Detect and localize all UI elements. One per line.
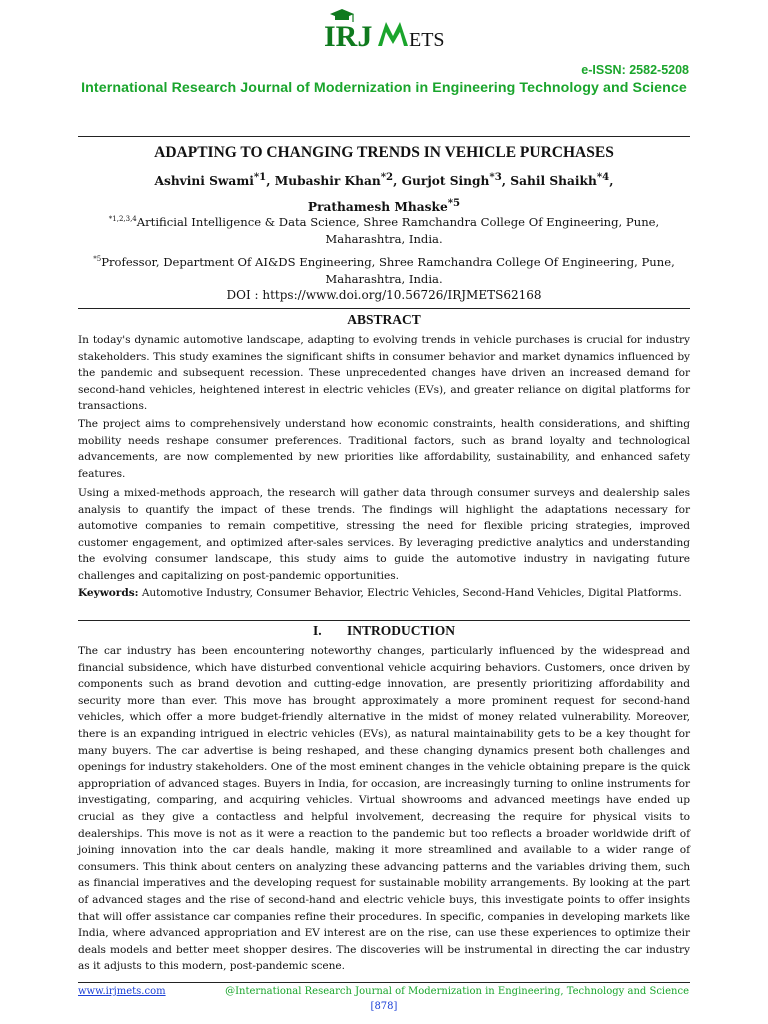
author-name: Ashvini Swami$^{*1}$, (154, 171, 275, 189)
eissn-label: e-ISSN: 2582-5208 (581, 63, 689, 77)
journal-title: International Research Journal of Modernization in Engineering Technology and Science (81, 80, 687, 96)
abstract-paragraph-3: Using a mixed-methods approach, the research will gather data through consumer surveys and dealership sales analysis to quantify the impact of these trends. The findings will highlight the adaptations necessary for automotive companies to remain competitive, stressing the need for flexible pricing strategies, improved customer engagement, and optimized after-sales services. By leveraging predictive analytics and understanding the evolving consumer landscape, this study aims to guide the automotive industry in navigating future challenges and capitalizing on post-pandemic opportunities. (78, 487, 690, 582)
title-rule (78, 308, 690, 309)
website-link[interactable]: www.irjmets.com (78, 986, 166, 997)
logo-text-right: ETS (409, 29, 445, 51)
introduction-heading: I. INTRODUCTION (312, 623, 456, 638)
page-number: [878] (370, 1001, 398, 1012)
logo-text-left: IRJ (324, 20, 373, 52)
header-rule (78, 136, 690, 137)
logo-m-icon (378, 22, 408, 46)
keywords (78, 585, 690, 602)
abstract-heading: ABSTRACT (347, 312, 421, 327)
footer-copyright: @International Research Journal of Modernization in Engineering, Technology and Science (225, 986, 689, 997)
journal-logo (320, 6, 450, 52)
author-name: Prathamesh Mhaske$^{*5}$ (307, 197, 461, 215)
footer-rule (78, 982, 690, 983)
author-name: Mubashir Khan$^{*2}$, (274, 171, 402, 189)
affiliation-2: $^{*5}$Professor, Department Of AI&DS Engineering, Shree Ramchandra College Of Engineering, Pune, Maharashtra, India. (93, 254, 675, 286)
paper-title: ADAPTING TO CHANGING TRENDS IN VEHICLE PURCHASES (154, 144, 614, 161)
abstract-paragraph-2: The project aims to comprehensively understand how economic constraints, health considerations, and shifting mobility needs reshape consumer preferences. Traditional factors, such as brand loyalty and technological advancements, are now complemented by new priorities like affordability, sustainability, and enhanced safety features. (78, 418, 690, 480)
introduction-paragraph: The car industry has been encountering noteworthy changes, particularly influenced by the widespread and financial subsidence, which have disturbed conventional vehicle acquiring behaviors. Customers, once driven by components such as brand devotion and cutting-edge innovation, are presently prioritizing affordability and security more than ever. This move has brought approximately a more prominent request for second-hand vehicles, which offer a more budget-friendly alternative in the midst of money related vulnerability. Moreover, there is an expanding intrigued in electric vehicles (EVs), as natural maintainability gets to be a key thought for many buyers. The car advertise is being reshaped, and these changing dynamics present both challenges and openings for industry stakeholders. One of the most eminent changes in the vehicle obtaining prepare is the quick appropriation of advanced stages. Buyers in India, for occasion, are increasingly turning to online instruments for investigating, comparing, and acquiring vehicles. Virtual showrooms and advanced meetings have ended up crucial as they give a contactless and helpful involvement, decreasing the require for physical visits to dealerships. This move is not as it were a reaction to the pandemic but too reflects a broader worldwide drift of joining innovation into the car deals handle, making it more streamlined and available to a wider range of consumers. This think about centers on analyzing these advancing patterns and the variables driving them, such as financial imperatives and the developing request for sustainable mobility arrangements. By looking at the part of advanced stages and the rise of second-hand and electric vehicle buys, this investigate points to offer insights that will offer assistance car companies refine their procedures. In specific, companies in developing markets like India, where advanced appropriation and EV interest are on the rise, can use these experiences to optimize their deals models and better meet shopper desires. The discoveries will be instrumental in directing the car industry as it adjusts to this modern, post-pandemic scene. (78, 645, 690, 973)
abstract-rule (78, 620, 690, 621)
author-name: Sahil Shaikh$^{*4}$, (510, 171, 614, 189)
doi-line: DOI : https://www.doi.org/10.56726/IRJMETS62168 (226, 288, 542, 302)
keywords-label: Keywords: (78, 587, 139, 599)
abstract-paragraph-1: In today's dynamic automotive landscape, adapting to evolving trends in vehicle purchases is crucial for industry stakeholders. This study examines the significant shifts in consumer behavior and market dynamics influenced by the pandemic and subsequent recession. These unprecedented changes have driven an increased demand for second-hand vehicles, heightened interest in electric vehicles (EVs), and greater reliance on digital platforms for transactions. (78, 334, 690, 413)
author-name: Gurjot Singh$^{*3}$, (401, 171, 511, 189)
keywords-text: Automotive Industry, Consumer Behavior, Electric Vehicles, Second-Hand Vehicles, Digital Platforms. (141, 587, 682, 599)
affiliation-1: $^{*1,2,3,4}$Artificial Intelligence & Data Science, Shree Ramchandra College Of Engineering, Pune, Maharashtra, India. (108, 214, 660, 246)
